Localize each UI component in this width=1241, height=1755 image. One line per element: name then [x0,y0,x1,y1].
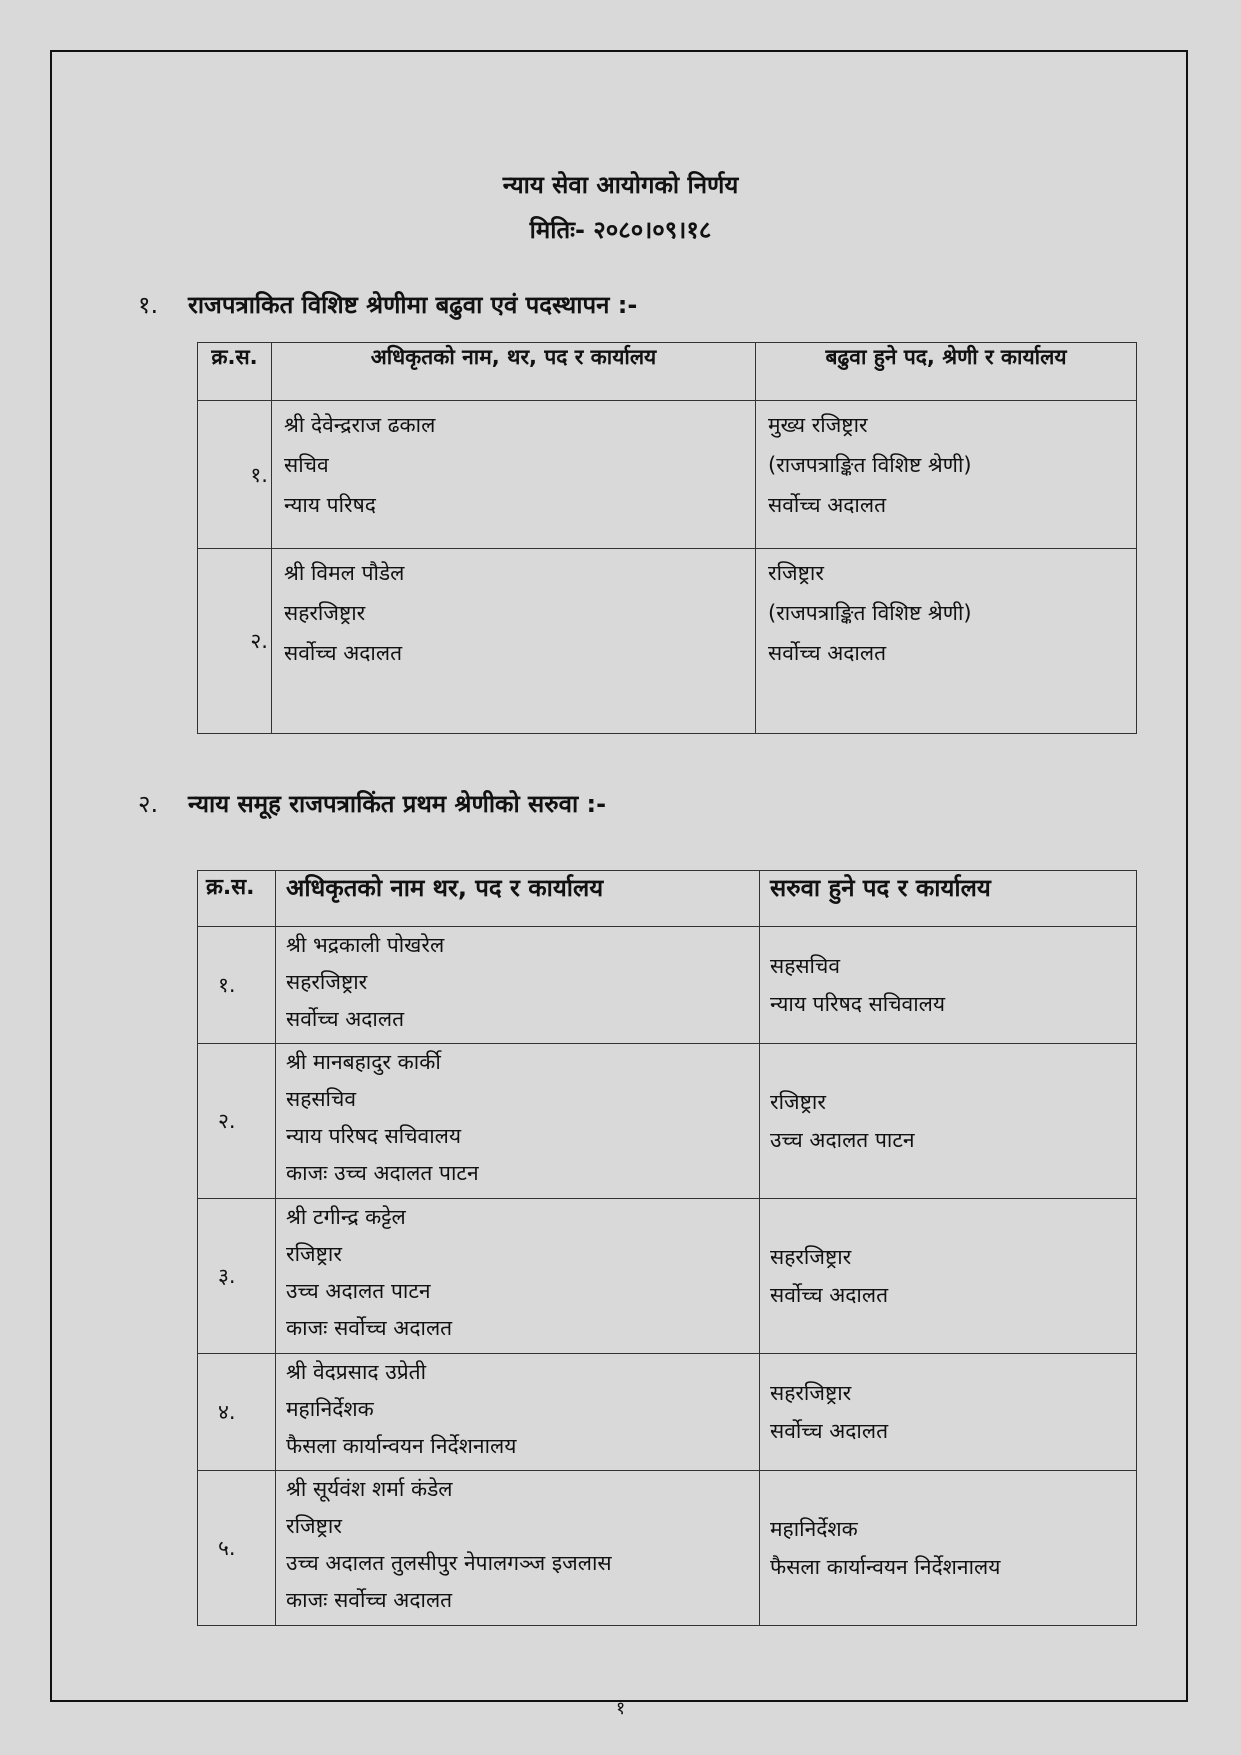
table-header-row [198,871,1137,927]
official-name: श्री वेदप्रसाद उप्रेती [286,1360,427,1384]
row-official [272,549,756,734]
row-new-post [756,401,1137,549]
section1-number: १. [138,291,159,319]
official-deputation: काजः उच्च अदालत पाटन [286,1161,479,1185]
official-office: उच्च अदालत पाटन [286,1279,431,1303]
official-name: श्री सूर्यवंश शर्मा कंडेल [286,1477,453,1501]
table-row [198,1354,1137,1471]
official-name: श्री विमल पौडेल [284,561,405,585]
new-post-title: सहरजिष्ट्रार [770,1381,852,1405]
row-official [276,1354,760,1471]
official-name: श्री टगीन्द्र कट्टेल [286,1205,406,1229]
new-post-title: सहरजिष्ट्रार [770,1245,852,1269]
new-post-title: सहसचिव [770,954,840,978]
official-office: उच्च अदालत तुलसीपुर नेपालगञ्ज इजलास [286,1551,612,1575]
row-official [276,1471,760,1626]
official-office: फैसला कार्यान्वयन निर्देशनालय [286,1434,517,1458]
row-serial: २. [198,549,272,734]
row-serial: १. [198,401,272,549]
section1-heading-text: राजपत्राकित विशिष्ट श्रेणीमा बढुवा एवं पदस्थापन :- [188,291,638,319]
row-new-post [756,549,1137,734]
official-name: श्री मानबहादुर कार्की [286,1050,441,1074]
official-post: सहरजिष्ट्रार [284,601,366,625]
header-official: अधिकृतको नाम थर, पद र कार्यालय [276,871,760,927]
row-serial: २. [198,1044,276,1199]
header-new-post: सरुवा हुने पद र कार्यालय [760,871,1137,927]
section2-heading-text: न्याय समूह राजपत्राकिंत प्रथम श्रेणीको सरुवा :- [188,790,607,818]
row-serial: १. [198,927,276,1044]
table-row [198,549,1137,734]
row-new-post [760,1471,1137,1626]
official-post: सचिव [284,453,329,477]
official-office: सर्वोच्च अदालत [284,641,403,665]
new-post-title: महानिर्देशक [770,1517,858,1541]
header-serial: क्र.स. [198,343,272,401]
row-serial: ३. [198,1199,276,1354]
official-post: रजिष्ट्रार [286,1242,342,1266]
new-post-office: सर्वोच्च अदालत [768,641,887,665]
official-office: सर्वोच्च अदालत [286,1007,405,1031]
official-post: रजिष्ट्रार [286,1514,342,1538]
table-row [198,401,1137,549]
new-post-office: फैसला कार्यान्वयन निर्देशनालय [770,1555,1001,1579]
official-office: न्याय परिषद सचिवालय [286,1124,462,1148]
header-serial: क्र.स. [198,871,276,927]
table-row [198,1044,1137,1199]
decision-date: मितिः- २०८०।०९।१८ [529,216,712,244]
header-new-post: बढुवा हुने पद, श्रेणी र कार्यालय [756,343,1137,401]
official-post: महानिर्देशक [286,1397,374,1421]
official-deputation: काजः सर्वोच्च अदालत [286,1588,453,1612]
row-serial: ४. [198,1354,276,1471]
new-post-title: रजिष्ट्रार [770,1090,826,1114]
official-deputation: काजः सर्वोच्च अदालत [286,1316,453,1340]
row-new-post [760,1199,1137,1354]
row-official [276,1044,760,1199]
table-header-row [198,343,1137,401]
official-post: सहरजिष्ट्रार [286,970,368,994]
row-new-post [760,1354,1137,1471]
new-post-grade: (राजपत्राङ्कित विशिष्ट श्रेणी) [768,601,972,625]
promotion-table [197,342,1137,734]
section1-heading [138,288,637,321]
table-row [198,1471,1137,1626]
official-name: श्री देवेन्द्रराज ढकाल [284,413,436,437]
section2-number: २. [138,790,159,818]
new-post-office: सर्वोच्च अदालत [768,493,887,517]
row-official [276,927,760,1044]
official-name: श्री भद्रकाली पोखरेल [286,933,445,957]
transfer-table [197,870,1137,1626]
new-post-office: सर्वोच्च अदालत [770,1283,889,1307]
table-row [198,1199,1137,1354]
row-new-post [760,927,1137,1044]
page-number: १ [615,1698,626,1719]
row-new-post [760,1044,1137,1199]
row-official [272,401,756,549]
new-post-title: रजिष्ट्रार [768,561,824,585]
row-serial: ५. [198,1471,276,1626]
new-post-grade: (राजपत्राङ्कित विशिष्ट श्रेणी) [768,453,972,477]
table-row [198,927,1137,1044]
new-post-office: उच्च अदालत पाटन [770,1128,915,1152]
header-official: अधिकृतको नाम, थर, पद र कार्यालय [272,343,756,401]
official-office: न्याय परिषद [284,493,376,517]
section2-heading [138,787,606,820]
new-post-office: न्याय परिषद सचिवालय [770,992,946,1016]
official-post: सहसचिव [286,1087,356,1111]
row-official [276,1199,760,1354]
document-title: न्याय सेवा आयोगको निर्णय [502,171,739,199]
new-post-title: मुख्य रजिष्ट्रार [768,413,868,437]
new-post-office: सर्वोच्च अदालत [770,1419,889,1443]
